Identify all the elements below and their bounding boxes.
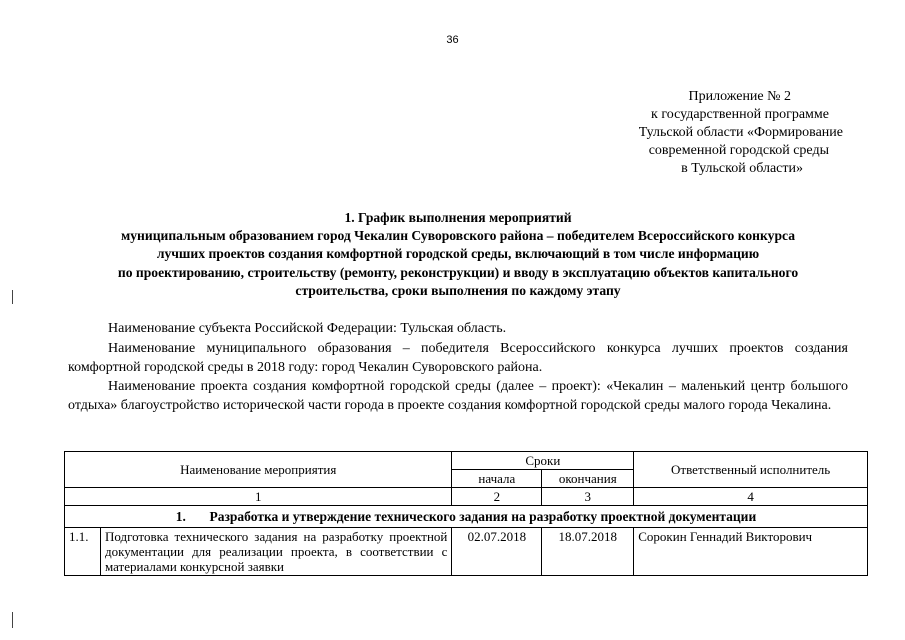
municipality-text: Наименование муниципального образования – победителя Всероссийского конкурса лучших проектов создания комфортной городской среды в 2018 году: город Чекалин Суворовского района. (68, 341, 848, 375)
schedule-table (64, 451, 868, 576)
header-start: начала (452, 470, 542, 488)
appendix-line: Тульской области «Формирование (638, 125, 843, 140)
header-activity: Наименование мероприятия (65, 452, 452, 488)
section-title: Разработка и утверждение технического задания на разработку проектной документации (209, 509, 757, 524)
document-title (62, 209, 854, 300)
title-line: строительства, сроки выполнения по каждому этапу (295, 282, 621, 298)
header-end: окончания (542, 470, 634, 488)
project-text: Наименование проекта создания комфортной городской среды (далее – проект): «Чекалин – маленький центр большого отдыха» благоустройство исторической части города в проекте создания комфортной городской среды малого города Чекалина. (68, 379, 848, 413)
title-line: муниципальным образованием город Чекалин Суворовского района – победителем Всероссийского конкурса (120, 228, 796, 244)
appendix-line: современной городской среды (648, 143, 829, 158)
title-line: лучших проектов создания комфортной городской среды, включающий в том числе информацию (156, 246, 760, 262)
header-responsible: Ответственный исполнитель (634, 452, 868, 488)
title-line: 1. График выполнения мероприятий (344, 210, 572, 225)
project-paragraph (68, 378, 848, 415)
column-number: 3 (542, 488, 634, 506)
title-line: по проектированию, строительству (ремонту, реконструкции) и вводу в эксплуатацию объектов капитального (117, 264, 799, 280)
row-number: 1.1. (65, 528, 101, 576)
subject-paragraph (68, 320, 848, 339)
section-number: 1. (175, 509, 186, 524)
column-number: 2 (452, 488, 542, 506)
scan-edge-mark (12, 290, 13, 304)
row-end-date: 18.07.2018 (542, 528, 634, 576)
page-number: 36 (446, 34, 459, 46)
table-row (65, 528, 868, 576)
appendix-line: к государственной программе (651, 107, 829, 122)
appendix-line: в Тульской области» (681, 161, 803, 176)
column-numbers-row (65, 488, 868, 506)
appendix-block (583, 88, 843, 178)
column-number: 4 (634, 488, 868, 506)
section-row (65, 506, 868, 528)
header-terms: Сроки (452, 452, 634, 470)
row-responsible: Сорокин Геннадий Викторович (634, 528, 868, 576)
row-activity: Подготовка технического задания на разработку проектной документации для реализации проекта, в соответствии с материалами конкурсной заявки (100, 528, 451, 576)
column-number: 1 (65, 488, 452, 506)
subject-text: Наименование субъекта Российской Федерации: Тульская область. (108, 321, 507, 336)
municipality-paragraph (68, 340, 848, 377)
scan-edge-mark (12, 612, 13, 628)
section-heading (65, 506, 868, 528)
appendix-line: Приложение № 2 (688, 89, 791, 104)
header-row (65, 452, 868, 470)
row-start-date: 02.07.2018 (452, 528, 542, 576)
